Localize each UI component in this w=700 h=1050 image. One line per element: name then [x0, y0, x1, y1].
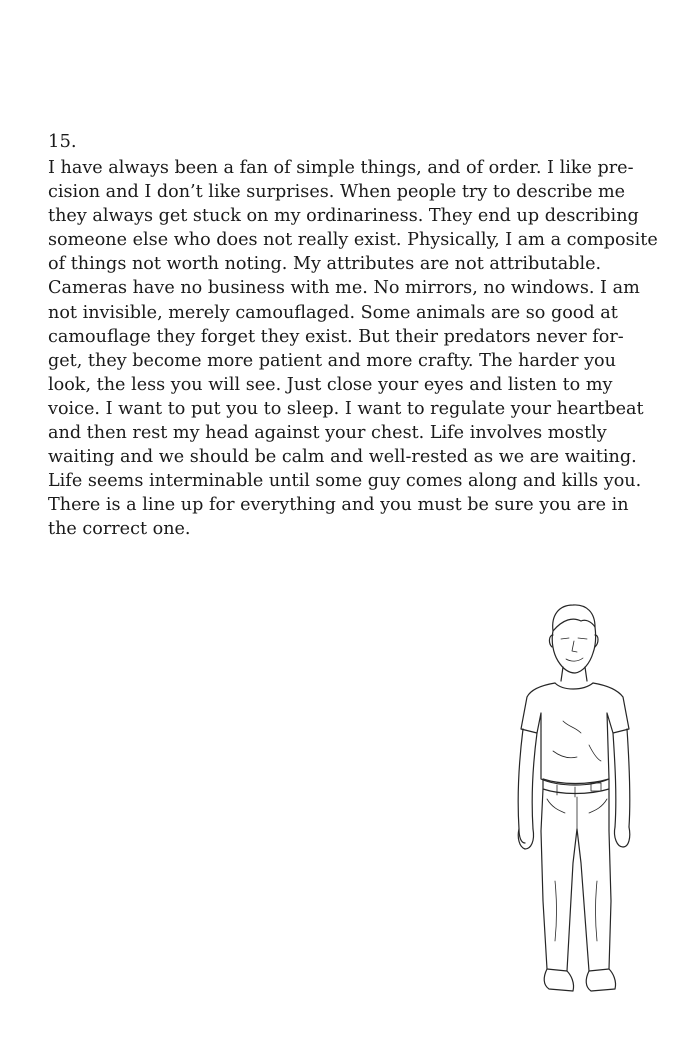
text-line: I have always been a fan of simple things, and of order. I like pre- [48, 158, 634, 178]
jeans-seams [547, 797, 607, 941]
jeans [541, 789, 611, 971]
text-line: camouflage they forget they exist. But their predators never for- [48, 326, 624, 347]
text-line: they always get stuck on my ordinariness. They end up describing [48, 206, 639, 227]
right-hand [614, 827, 629, 847]
body-text [48, 156, 668, 542]
text-line: and then rest my head against your chest. Life involves mostly [48, 423, 607, 444]
text-line: someone else who does not really exist. Physically, I am a composite [48, 230, 658, 251]
text-line: look, the less you will see. Just close your eyes and listen to my [48, 374, 613, 395]
text-line: cision and I don’t like surprises. When people try to describe me [48, 182, 626, 203]
left-shoe [544, 969, 573, 991]
text-line: not invisible, merely camouflaged. Some animals are so good at [48, 302, 618, 323]
text-line: the correct one. [48, 519, 191, 540]
nose [572, 641, 577, 652]
text-line: There is a line up for everything and you must be sure you are in [48, 495, 629, 516]
page-number: 15. [48, 131, 77, 152]
hair [553, 605, 595, 631]
text-line: of things not worth noting. My attributes are not attributable. [48, 254, 602, 275]
text-line: get, they become more patient and more crafty. The harder you [48, 350, 616, 371]
text-line: Life seems interminable until some guy comes along and kills you. [48, 471, 642, 492]
text-line: Cameras have no business with me. No mirrors, no windows. I am [48, 278, 640, 299]
right-arm [613, 729, 630, 827]
collar [555, 683, 593, 689]
text-line: voice. I want to put you to sleep. I want to regulate your heartbeat [48, 398, 644, 419]
belt-loops [557, 785, 575, 797]
head [552, 627, 595, 673]
text-line: waiting and we should be calm and well-rested as we are waiting. [48, 447, 637, 468]
standing-man-illustration [503, 601, 648, 998]
left-arm [518, 729, 537, 843]
line-drawing [503, 601, 648, 998]
mouth [566, 658, 583, 661]
right-shoe [586, 969, 615, 991]
shirt-folds [553, 721, 601, 761]
eyes [561, 638, 587, 639]
